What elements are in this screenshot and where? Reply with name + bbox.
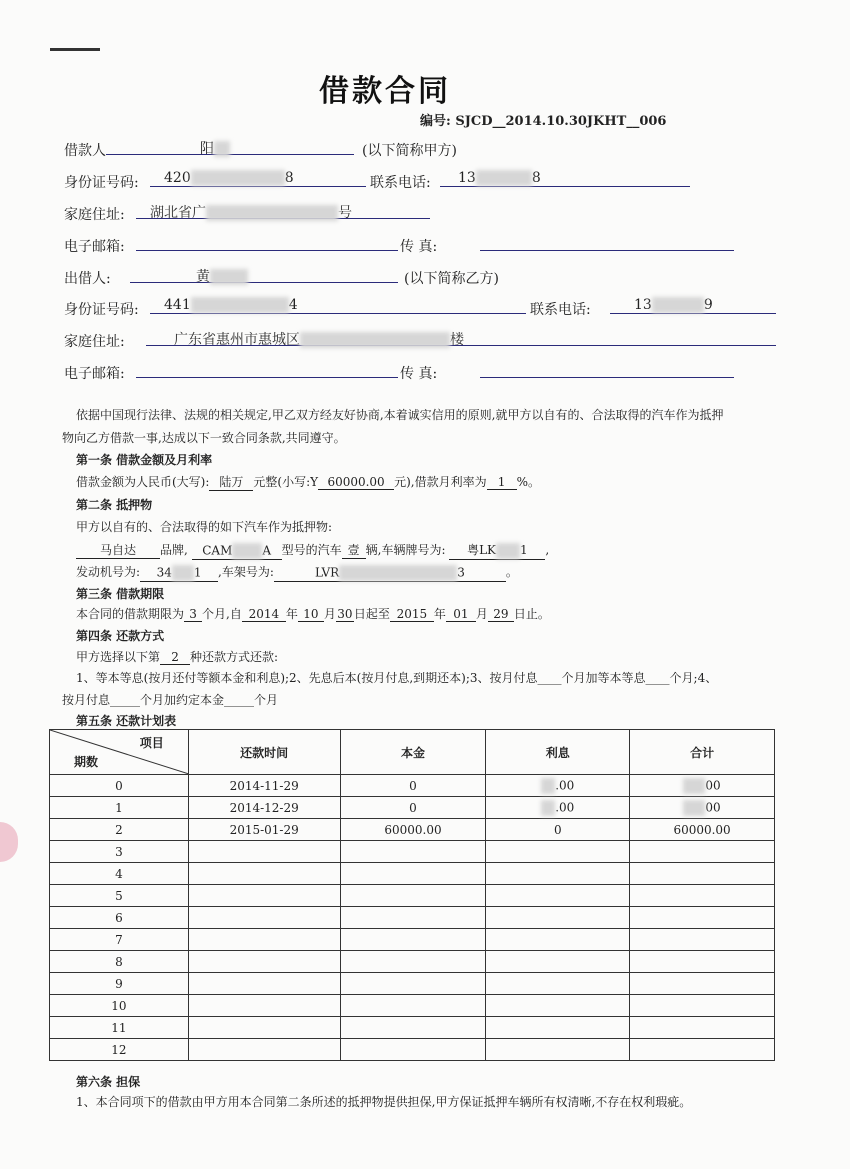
cell-text: .00 bbox=[555, 778, 575, 792]
cell-period bbox=[50, 775, 189, 797]
cell-period bbox=[50, 885, 189, 907]
cell-total bbox=[630, 1039, 775, 1061]
cell-total bbox=[630, 819, 775, 841]
article-6-line1: 1、本合同项下的借款由甲方用本合同第二条所述的抵押物提供担保,甲方保证抵押车辆所有权清晰,不存在权利瑕疵。 bbox=[76, 1095, 692, 1109]
cell-text: 11 bbox=[111, 1020, 127, 1035]
borrower-email-label: 电子邮箱: bbox=[64, 239, 125, 255]
cell-text: 60000.00 bbox=[673, 822, 731, 837]
table-row bbox=[50, 995, 775, 1017]
diagonal-line bbox=[50, 730, 189, 774]
cell-total bbox=[630, 1017, 775, 1039]
cell-interest bbox=[486, 885, 630, 907]
cell-period bbox=[50, 907, 189, 929]
diagonal-header-cell bbox=[50, 730, 189, 775]
cell-total bbox=[630, 973, 775, 995]
cell-interest bbox=[486, 907, 630, 929]
cell-date bbox=[188, 995, 340, 1017]
cell-total bbox=[630, 775, 775, 797]
redaction bbox=[683, 800, 705, 816]
table-row bbox=[50, 775, 775, 797]
header-total: 合计 bbox=[630, 730, 775, 775]
cell-principal bbox=[340, 1039, 486, 1061]
cell-text: 00 bbox=[705, 800, 721, 814]
table-row bbox=[50, 863, 775, 885]
lender-address-label: 家庭住址: bbox=[64, 334, 125, 350]
borrower-fax-label: 传 真: bbox=[400, 239, 438, 255]
header-item: 项目 bbox=[139, 736, 164, 750]
cell-text: 2 bbox=[115, 822, 123, 837]
cell-total bbox=[630, 841, 775, 863]
borrower-name: 阳 bbox=[200, 138, 230, 158]
cell-total bbox=[630, 951, 775, 973]
article-1-text: 借款金额为人民币(大写): 陆万 元整(小写:Y 60000.00 元),借款月利率为 1 %。 bbox=[76, 475, 540, 489]
article-2-engine: 发动机号为: 34 1 ,车架号为: LVR 3 。 bbox=[76, 563, 518, 582]
borrower-name-line bbox=[106, 138, 354, 155]
repayment-schedule-table bbox=[49, 729, 775, 1061]
cell-date bbox=[188, 907, 340, 929]
cell-date bbox=[188, 841, 340, 863]
header-date: 还款时间 bbox=[188, 730, 340, 775]
cell-principal bbox=[340, 863, 486, 885]
cell-date bbox=[188, 775, 340, 797]
cell-text: 1 bbox=[115, 800, 123, 815]
contract-number: 编号: SJCD__2014.10.30JKHT__006 bbox=[420, 114, 667, 129]
cell-period bbox=[50, 863, 189, 885]
cell-text: .00 bbox=[555, 800, 575, 814]
cell-date bbox=[188, 973, 340, 995]
cell-period bbox=[50, 973, 189, 995]
cell-total bbox=[630, 929, 775, 951]
table-row bbox=[50, 973, 775, 995]
cell-period bbox=[50, 929, 189, 951]
cell-text: 12 bbox=[111, 1042, 127, 1057]
cell-date bbox=[188, 1039, 340, 1061]
cell-text: 60000.00 bbox=[384, 822, 442, 837]
cell-text: 8 bbox=[115, 954, 123, 969]
lender-address: 广东省惠州市惠城区 楼 bbox=[174, 332, 464, 348]
cell-date bbox=[188, 1017, 340, 1039]
table-row bbox=[50, 797, 775, 819]
table-row bbox=[50, 841, 775, 863]
cell-interest bbox=[486, 929, 630, 951]
redaction bbox=[541, 778, 555, 794]
cell-text: 2014-11-29 bbox=[229, 778, 299, 793]
borrower-id: 420 8 bbox=[164, 170, 294, 186]
borrower-phone-label: 联系电话: bbox=[370, 175, 431, 191]
cell-principal bbox=[340, 819, 486, 841]
cell-total bbox=[630, 885, 775, 907]
cell-interest bbox=[486, 1039, 630, 1061]
cell-text: 0 bbox=[409, 800, 417, 815]
lender-name-line bbox=[130, 266, 398, 283]
document-title: 借款合同 bbox=[319, 74, 451, 109]
cell-date bbox=[188, 819, 340, 841]
cell-period bbox=[50, 1039, 189, 1061]
header-interest: 利息 bbox=[486, 730, 630, 775]
cell-date bbox=[188, 797, 340, 819]
lender-email-line bbox=[136, 361, 398, 378]
table-row bbox=[50, 907, 775, 929]
article-3-title: 第三条 借款期限 bbox=[76, 587, 165, 601]
borrower-name-note: (以下简称甲方) bbox=[362, 143, 457, 159]
cell-interest bbox=[486, 841, 630, 863]
lender-name-note: (以下简称乙方) bbox=[404, 271, 499, 287]
borrower-phone: 13 8 bbox=[458, 170, 541, 186]
scan-mark bbox=[50, 48, 100, 51]
cell-text: 4 bbox=[115, 866, 123, 881]
lender-name-label: 出借人: bbox=[64, 271, 111, 287]
cell-principal bbox=[340, 907, 486, 929]
preamble-line-2: 物向乙方借款一事,达成以下一致合同条款,共同遵守。 bbox=[62, 431, 346, 445]
borrower-address-label: 家庭住址: bbox=[64, 207, 125, 223]
cell-text: 7 bbox=[115, 932, 123, 947]
cell-interest bbox=[486, 775, 630, 797]
borrower-name-label: 借款人 bbox=[64, 143, 106, 159]
lender-phone-label: 联系电话: bbox=[530, 302, 591, 318]
cell-date bbox=[188, 885, 340, 907]
article-6-title: 第六条 担保 bbox=[76, 1075, 141, 1089]
table-row bbox=[50, 1039, 775, 1061]
header-period: 期数 bbox=[74, 755, 99, 769]
header-principal: 本金 bbox=[340, 730, 486, 775]
cell-text: 0 bbox=[115, 778, 123, 793]
preamble-line-1: 依据中国现行法律、法规的相关规定,甲乙双方经友好协商,本着诚实信用的原则,就甲方以自有的、合法取得的汽车作为抵押 bbox=[76, 408, 724, 422]
red-seal-fragment bbox=[0, 822, 18, 862]
article-2-title: 第二条 抵押物 bbox=[76, 498, 153, 512]
table-row bbox=[50, 951, 775, 973]
cell-principal bbox=[340, 885, 486, 907]
cell-total bbox=[630, 995, 775, 1017]
article-4-choice: 甲方选择以下第 2 种还款方式还款: bbox=[76, 650, 279, 664]
cell-principal bbox=[340, 841, 486, 863]
article-4-options-1: 1、等本等息(按月还付等额本金和利息);2、先息后本(按月付息,到期还本);3、按月付息____个月加等本等息____个月;4、 bbox=[76, 671, 718, 685]
lender-fax-line bbox=[480, 361, 734, 378]
redaction bbox=[683, 778, 705, 794]
cell-interest bbox=[486, 797, 630, 819]
cell-text: 00 bbox=[705, 778, 721, 792]
cell-text: 6 bbox=[115, 910, 123, 925]
redaction bbox=[541, 800, 555, 816]
lender-id: 441 4 bbox=[164, 297, 298, 313]
table-header-row bbox=[50, 730, 775, 775]
cell-total bbox=[630, 907, 775, 929]
cell-date bbox=[188, 929, 340, 951]
cell-interest bbox=[486, 1017, 630, 1039]
cell-principal bbox=[340, 995, 486, 1017]
cell-total bbox=[630, 797, 775, 819]
cell-interest bbox=[486, 951, 630, 973]
cell-text: 2014-12-29 bbox=[229, 800, 299, 815]
borrower-id-label: 身份证号码: bbox=[64, 175, 139, 191]
cell-principal bbox=[340, 973, 486, 995]
article-4-title: 第四条 还款方式 bbox=[76, 629, 165, 643]
cell-text: 9 bbox=[115, 976, 123, 991]
cell-interest bbox=[486, 863, 630, 885]
lender-name: 黄 bbox=[196, 266, 248, 286]
cell-text: 10 bbox=[111, 998, 127, 1013]
lender-id-label: 身份证号码: bbox=[64, 302, 139, 318]
table-row bbox=[50, 819, 775, 841]
cell-period bbox=[50, 995, 189, 1017]
article-2-vehicle: 马自达 品牌, CAM A 型号的汽车 壹 辆,车辆牌号为: 粤LK 1 , bbox=[76, 541, 549, 560]
cell-principal bbox=[340, 951, 486, 973]
cell-text: 5 bbox=[115, 888, 123, 903]
cell-period bbox=[50, 951, 189, 973]
borrower-address: 湖北省广 号 bbox=[150, 205, 352, 221]
cell-text: 0 bbox=[409, 778, 417, 793]
cell-interest bbox=[486, 819, 630, 841]
article-3-text: 本合同的借款期限为 3 个月,自 2014 年 10 月30日起至 2015 年 01 月 29 日止。 bbox=[76, 607, 550, 621]
cell-principal bbox=[340, 929, 486, 951]
cell-principal bbox=[340, 797, 486, 819]
table-row bbox=[50, 885, 775, 907]
article-5-title: 第五条 还款计划表 bbox=[76, 714, 177, 728]
cell-period bbox=[50, 1017, 189, 1039]
cell-text: 3 bbox=[115, 844, 123, 859]
cell-period bbox=[50, 819, 189, 841]
article-1-title: 第一条 借款金额及月利率 bbox=[76, 453, 213, 467]
borrower-fax-line bbox=[480, 234, 734, 251]
lender-fax-label: 传 真: bbox=[400, 366, 438, 382]
lender-phone: 13 9 bbox=[634, 297, 713, 313]
cell-principal bbox=[340, 775, 486, 797]
article-2-line1: 甲方以自有的、合法取得的如下汽车作为抵押物: bbox=[76, 520, 333, 534]
cell-period bbox=[50, 841, 189, 863]
cell-total bbox=[630, 863, 775, 885]
cell-date bbox=[188, 951, 340, 973]
cell-date bbox=[188, 863, 340, 885]
cell-text: 0 bbox=[553, 822, 562, 837]
table-row bbox=[50, 1017, 775, 1039]
article-4-options-2: 按月付息_____个月加约定本金_____个月 bbox=[62, 693, 279, 707]
cell-principal bbox=[340, 1017, 486, 1039]
cell-period bbox=[50, 797, 189, 819]
table-row bbox=[50, 929, 775, 951]
cell-interest bbox=[486, 973, 630, 995]
cell-text: 2015-01-29 bbox=[229, 822, 299, 837]
lender-email-label: 电子邮箱: bbox=[64, 366, 125, 382]
borrower-email-line bbox=[136, 234, 398, 251]
cell-interest bbox=[486, 995, 630, 1017]
